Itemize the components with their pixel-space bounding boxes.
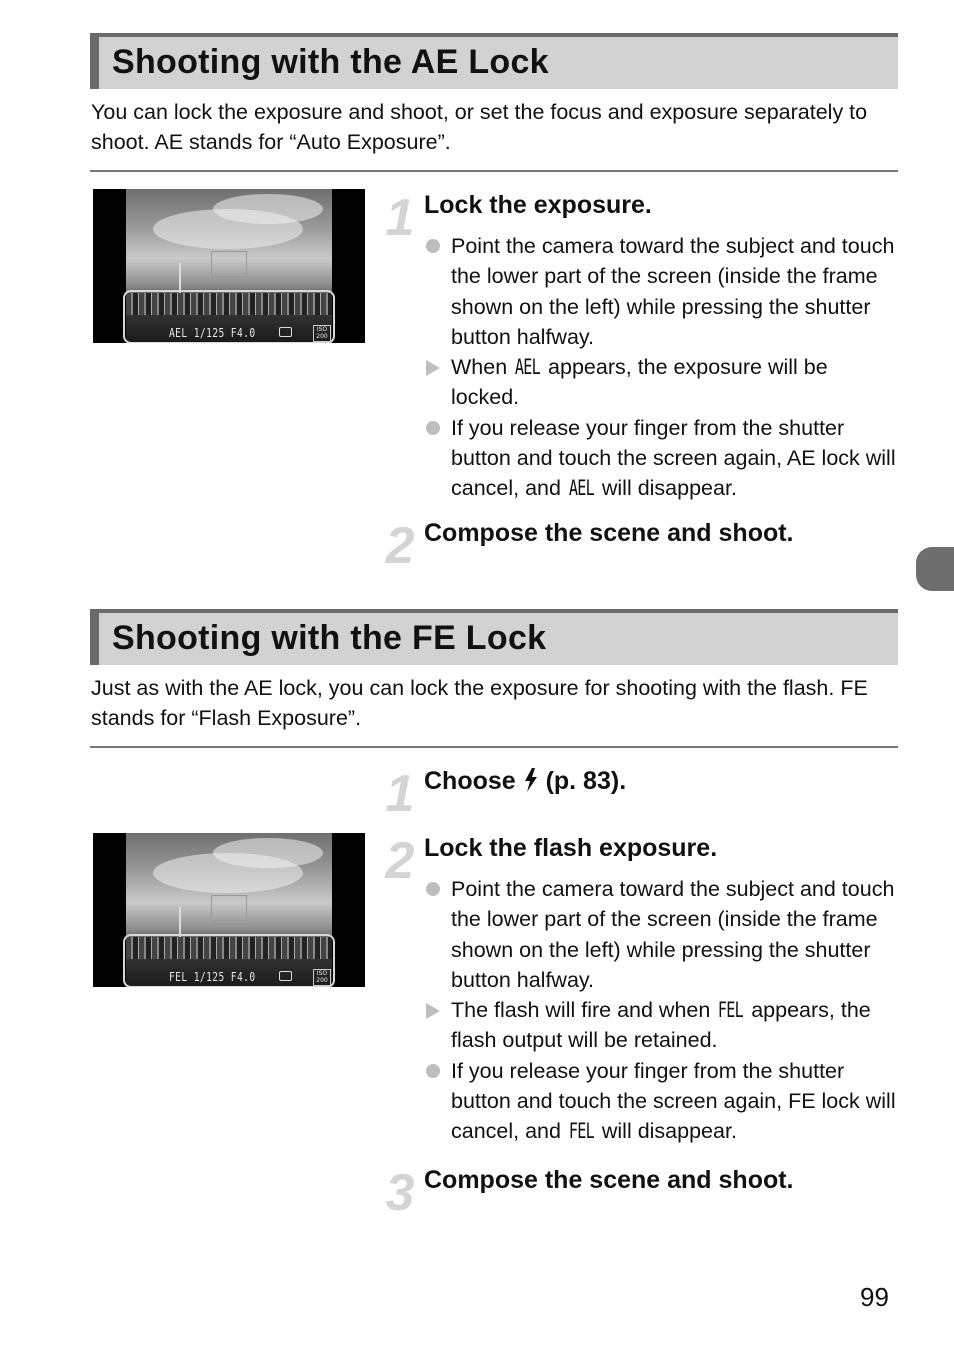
exposure-readout: AEL 1/125 F4.0 — [169, 326, 256, 340]
fel-icon: FEL — [568, 1119, 594, 1144]
fel-icon: FEL — [718, 998, 744, 1023]
result-arrow-icon — [426, 1003, 440, 1019]
list-item: The flash will fire and when FEL appears, the flash output will be retained. — [424, 995, 898, 1056]
section-intro: Just as with the AE lock, you can lock the exposure for shooting with the flash. FE stands for “Flash Exposure”. — [91, 676, 868, 730]
bullet-dot-icon — [426, 239, 440, 253]
camera-icon — [279, 327, 292, 337]
step-bullets — [424, 231, 898, 504]
iso-icon: ISO 200 — [313, 325, 331, 342]
af-frame — [211, 251, 247, 277]
af-frame — [211, 895, 247, 921]
section-header-fe-lock — [90, 609, 898, 665]
list-item: Point the camera toward the subject and touch the lower part of the screen (inside the frame shown on the left) while pressing the shutter button halfway. — [424, 874, 898, 995]
bullet-dot-icon — [426, 882, 440, 896]
iso-icon: ISO 200 — [313, 969, 331, 986]
camera-screen-image — [93, 189, 365, 343]
section-title: Shooting with the AE Lock — [112, 43, 549, 81]
divider — [90, 170, 898, 172]
section-intro: You can lock the exposure and shoot, or set the focus and exposure separately to shoot. AE stands for “Auto Exposure”. — [91, 100, 868, 154]
divider — [90, 746, 898, 748]
ael-icon: AEL — [568, 476, 594, 501]
ael-icon: AEL — [515, 355, 541, 380]
step-title: Lock the flash exposure. — [424, 834, 718, 862]
step-number: 2 — [385, 832, 415, 890]
section-header-ae-lock — [90, 33, 898, 89]
section-title: Shooting with the FE Lock — [112, 619, 547, 657]
camera-screen-image — [93, 833, 365, 987]
list-item: If you release your finger from the shutter button and touch the screen again, AE lock will cancel, and AEL will disappear. — [424, 413, 898, 504]
step-number: 2 — [385, 517, 415, 575]
step-number: 1 — [385, 765, 415, 823]
camera-icon — [279, 971, 292, 981]
step-title: Compose the scene and shoot. — [424, 1166, 794, 1194]
step-bullets — [424, 874, 898, 1147]
step-number: 1 — [385, 189, 415, 247]
page-number: 99 — [860, 1282, 889, 1312]
exposure-readout: FEL 1/125 F4.0 — [169, 970, 256, 984]
result-arrow-icon — [426, 360, 440, 376]
step-title: Lock the exposure. — [424, 191, 652, 219]
chapter-tab — [916, 547, 954, 591]
step-number: 3 — [385, 1164, 415, 1222]
flash-icon — [523, 768, 539, 792]
step-title: Choose (p. 83). — [424, 767, 627, 795]
step-title: Compose the scene and shoot. — [424, 519, 794, 547]
list-item: When AEL appears, the exposure will be locked. — [424, 352, 898, 413]
list-item: Point the camera toward the subject and touch the lower part of the screen (inside the frame shown on the left) while pressing the shutter button halfway. — [424, 231, 898, 352]
bullet-dot-icon — [426, 421, 440, 435]
list-item: If you release your finger from the shutter button and touch the screen again, FE lock will cancel, and FEL will disappear. — [424, 1056, 898, 1147]
bullet-dot-icon — [426, 1064, 440, 1078]
